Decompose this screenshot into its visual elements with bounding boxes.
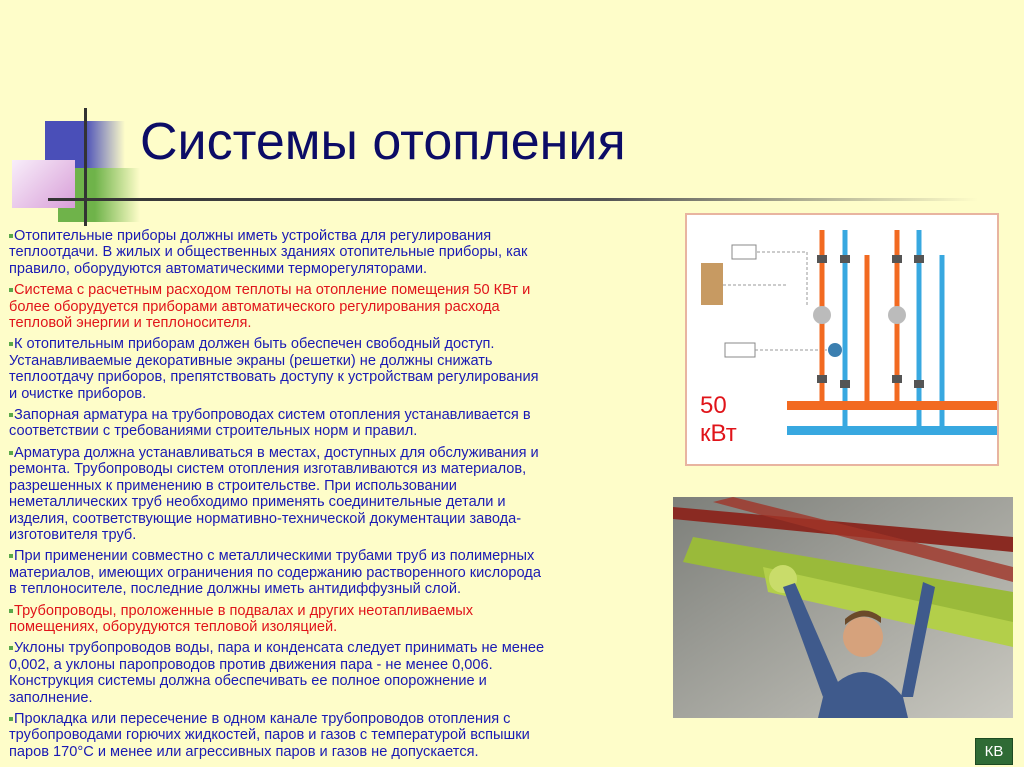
bullet-line bbox=[9, 228, 659, 244]
bullet-item bbox=[9, 603, 659, 636]
bullet-item bbox=[9, 711, 659, 760]
bullet-line bbox=[9, 690, 659, 706]
nav-button-kv[interactable]: КВ bbox=[975, 738, 1013, 765]
bullet-line bbox=[9, 336, 659, 352]
bullet-text: теплоотдачу приборов, препятствовать доступу к устройствам регулирования bbox=[9, 369, 539, 386]
bullet-line bbox=[9, 407, 659, 423]
bullet-text: Арматура должна устанавливаться в местах, доступных для обслуживания и bbox=[14, 444, 539, 461]
bullet-line bbox=[9, 445, 659, 461]
power-value: 50 bbox=[700, 392, 727, 419]
bullet-item bbox=[9, 548, 659, 597]
bullet-text: правило, оборудуются автоматическими терморегуляторами. bbox=[9, 260, 428, 277]
bullet-text: паров 170°С и менее или агрессивных паров и газов не допускается. bbox=[9, 743, 479, 760]
bullet-text: Запорная арматура на трубопроводах систем отопления устанавливается в bbox=[14, 407, 531, 424]
bullet-line bbox=[9, 744, 659, 760]
bullet-line bbox=[9, 527, 659, 543]
bullet-line bbox=[9, 353, 659, 369]
bullet-line bbox=[9, 282, 659, 298]
decor-vertical-line bbox=[84, 108, 87, 226]
bullet-text: 0,002, а уклоны паропроводов против движения пара - не менее 0,006. bbox=[9, 656, 493, 673]
bullet-line bbox=[9, 727, 659, 743]
bullet-item bbox=[9, 228, 659, 277]
bullet-line bbox=[9, 673, 659, 689]
bullet-line bbox=[9, 461, 659, 477]
bullet-item bbox=[9, 336, 659, 402]
bullet-text: Отопительные приборы должны иметь устройства для регулирования bbox=[14, 228, 492, 244]
bullet-line bbox=[9, 478, 659, 494]
bullet-item bbox=[9, 640, 659, 706]
bullet-line bbox=[9, 494, 659, 510]
pipe-insulation-photo bbox=[673, 497, 1013, 718]
bullet-square-icon bbox=[9, 646, 13, 650]
bullet-text: Система с расчетным расходом теплоты на отопление помещения 50 КВт и bbox=[14, 282, 531, 299]
bullet-square-icon bbox=[9, 234, 13, 238]
bullet-line bbox=[9, 565, 659, 581]
bullet-text: Устанавливаемые декоративные экраны (решетки) не должны снижать bbox=[9, 352, 493, 369]
bullet-line bbox=[9, 511, 659, 527]
bullet-text: материалов, имеющих ограничения по содержанию растворенного кислорода bbox=[9, 564, 541, 581]
bullet-text: помещениях, оборудуются тепловой изоляцией. bbox=[9, 618, 338, 635]
bullet-square-icon bbox=[9, 717, 13, 721]
bullet-text: соответствии с требованиями строительных норм и правил. bbox=[9, 423, 418, 440]
bullet-line bbox=[9, 261, 659, 277]
bullet-square-icon bbox=[9, 609, 13, 613]
title-divider bbox=[48, 198, 978, 201]
power-unit: кВт bbox=[700, 420, 737, 447]
power-label bbox=[700, 392, 737, 448]
bullet-text: теплоотдачи. В жилых и общественных зданиях отопительные приборы, как bbox=[9, 244, 528, 261]
bullet-line bbox=[9, 386, 659, 402]
bullet-text: более оборудуется приборами автоматического регулирования расхода bbox=[9, 298, 500, 315]
bullet-text: Конструкция системы должна обеспечивать ее полное опорожнение и bbox=[9, 673, 487, 690]
slide-title: Системы отопления bbox=[140, 113, 626, 171]
bullet-line bbox=[9, 711, 659, 727]
bullet-item bbox=[9, 407, 659, 440]
bullet-text: К отопительным приборам должен быть обеспечен свободный доступ. bbox=[14, 336, 495, 353]
bullet-text: тепловой энергии и теплоносителя. bbox=[9, 315, 252, 332]
bullet-line bbox=[9, 315, 659, 331]
bullet-line bbox=[9, 299, 659, 315]
bullet-text: в теплоносителе, последние должны иметь антидиффузный слой. bbox=[9, 581, 462, 598]
bullet-line bbox=[9, 244, 659, 260]
bullet-line bbox=[9, 581, 659, 597]
bullet-text: и очистке приборов. bbox=[9, 385, 147, 402]
bullet-square-icon bbox=[9, 413, 13, 417]
bullet-line bbox=[9, 619, 659, 635]
bullet-line bbox=[9, 369, 659, 385]
bullet-text: Прокладка или пересечение в одном канале трубопроводов отопления с bbox=[14, 710, 511, 727]
bullet-line bbox=[9, 640, 659, 656]
bullet-text: Трубопроводы, проложенные в подвалах и других неотапливаемых bbox=[14, 602, 474, 619]
bullet-text: трубопроводами горючих жидкостей, паров и газов с температурой вспышки bbox=[9, 727, 530, 744]
bullet-list bbox=[9, 228, 659, 765]
bullet-text: изделия, соответствующие нормативно-технической документации завода- bbox=[9, 510, 522, 527]
bullet-item bbox=[9, 445, 659, 543]
bullet-text: разрешенных к применению в строительстве. При использовании bbox=[9, 477, 457, 494]
bullet-line bbox=[9, 603, 659, 619]
worker-installing-insulation-image bbox=[673, 497, 1013, 718]
bullet-text: При применении совместно с металлическими трубами труб из полимерных bbox=[14, 548, 535, 565]
bullet-square-icon bbox=[9, 451, 13, 455]
bullet-text: изготовителя труб. bbox=[9, 526, 137, 543]
bullet-text: заполнение. bbox=[9, 689, 93, 706]
bullet-line bbox=[9, 548, 659, 564]
bullet-square-icon bbox=[9, 554, 13, 558]
bullet-square-icon bbox=[9, 288, 13, 292]
bullet-text: неметаллических труб необходимо применять соединительные детали и bbox=[9, 494, 506, 511]
bullet-item bbox=[9, 282, 659, 331]
bullet-line bbox=[9, 423, 659, 439]
bullet-line bbox=[9, 657, 659, 673]
bullet-square-icon bbox=[9, 342, 13, 346]
bullet-text: ремонта. Трубопроводы систем отопления изготавливаются из материалов, bbox=[9, 461, 527, 478]
bullet-text: Уклоны трубопроводов воды, пара и конденсата следует принимать не менее bbox=[14, 640, 545, 657]
